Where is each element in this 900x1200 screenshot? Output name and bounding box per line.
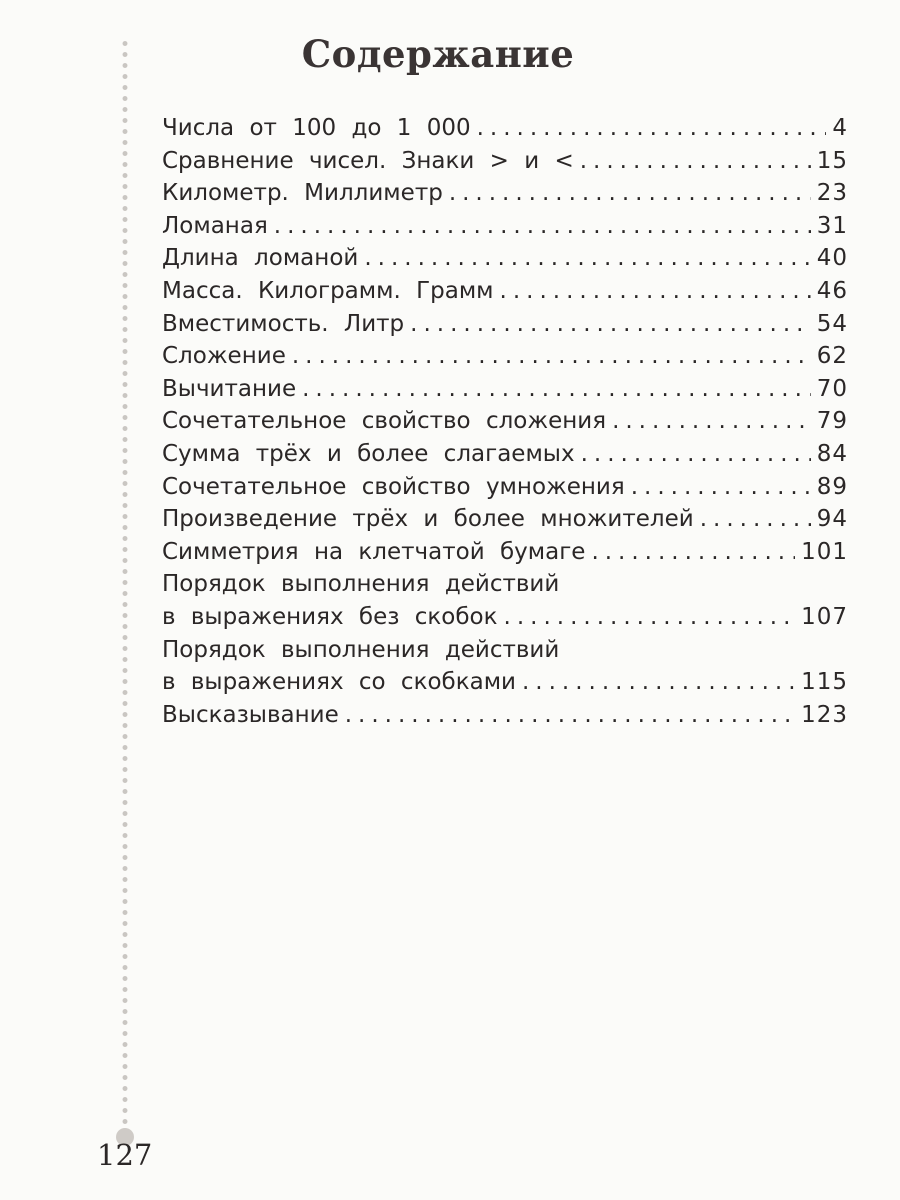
toc-entry-line (162, 699, 848, 732)
toc-entry-title: Порядок выполнения действий (162, 571, 560, 598)
toc-entry-line (162, 438, 848, 471)
page-title: Содержание (301, 32, 575, 76)
dot-leader (302, 373, 811, 406)
toc-entry-title: Вычитание (162, 375, 297, 402)
toc-entry-title: в выражениях без скобок (162, 603, 498, 630)
toc-entry-page: 70 (816, 375, 848, 402)
toc-entry-title: Высказывание (162, 701, 339, 728)
toc-entry-page: 23 (816, 180, 848, 207)
dot-leader (612, 405, 811, 438)
toc-entry-line (162, 308, 848, 341)
toc-entry-page: 15 (816, 147, 848, 174)
toc-entry-line (162, 666, 848, 699)
toc-entry-page: 123 (801, 701, 848, 728)
toc-entry-title: Сложение (162, 343, 286, 370)
dot-leader (591, 536, 795, 569)
toc-entry-page: 62 (816, 343, 848, 370)
dot-leader (477, 112, 827, 145)
toc-entry-title: Длина ломаной (162, 245, 359, 272)
toc-entry-title: Вместимость. Литр (162, 310, 405, 337)
toc-entry-line (162, 601, 848, 634)
toc-entry-line (162, 275, 848, 308)
toc-entry-line (162, 471, 848, 504)
toc-entry-line (162, 634, 848, 667)
toc-entry-page: 107 (801, 603, 848, 630)
toc-entry-line (162, 536, 848, 569)
dot-leader (345, 699, 795, 732)
toc-entry-title: Масса. Килограмм. Грамм (162, 277, 494, 304)
dot-leader (581, 438, 811, 471)
toc-entry-line (162, 145, 848, 178)
toc-entry-line (162, 405, 848, 438)
toc-entry-line (162, 340, 848, 373)
dot-leader (274, 210, 811, 243)
dot-leader (700, 503, 811, 536)
toc-entry-title: Числа от 100 до 1 000 (162, 115, 471, 141)
toc-entry-page: 101 (801, 538, 848, 565)
dot-leader (504, 601, 796, 634)
toc-entry-page: 4 (832, 115, 848, 141)
toc-entry-title: в выражениях со скобками (162, 669, 516, 696)
toc-entry-title: Сравнение чисел. Знаки > и < (162, 147, 574, 174)
toc-entry-line (162, 373, 848, 406)
toc-entry-page: 79 (816, 408, 848, 435)
dot-leader (292, 340, 811, 373)
toc-entry-title: Ломаная (162, 212, 268, 239)
toc-entry-line (162, 112, 848, 145)
toc-entry-title: Порядок выполнения действий (162, 636, 560, 663)
toc-entry-title: Сочетательное свойство умножения (162, 473, 625, 500)
toc-entry-line (162, 503, 848, 536)
dot-leader (410, 308, 811, 341)
toc-entry-page: 54 (816, 310, 848, 337)
page-number: 127 (97, 1138, 153, 1172)
toc-entry-line (162, 177, 848, 210)
toc-entry-page: 40 (816, 245, 848, 272)
dot-leader (580, 145, 811, 178)
dot-leader (500, 275, 811, 308)
table-of-contents (162, 112, 848, 731)
dot-leader (364, 242, 810, 275)
toc-entry-page: 94 (816, 506, 848, 533)
toc-entry-line (162, 568, 848, 601)
dot-leader (449, 177, 811, 210)
dot-leader (631, 471, 811, 504)
dot-leader (522, 666, 795, 699)
toc-entry-title: Произведение трёх и более множителей (162, 506, 694, 533)
toc-entry-title: Сумма трёх и более слагаемых (162, 440, 575, 467)
toc-entry-page: 84 (816, 440, 848, 467)
toc-entry-title: Симметрия на клетчатой бумаге (162, 538, 586, 565)
margin-perforation (121, 38, 129, 1138)
toc-entry-page: 31 (816, 212, 848, 239)
toc-entry-page: 115 (801, 669, 848, 696)
toc-entry-line (162, 210, 848, 243)
toc-entry-line (162, 242, 848, 275)
toc-entry-title: Сочетательное свойство сложения (162, 408, 607, 435)
toc-entry-title: Километр. Миллиметр (162, 180, 443, 207)
toc-entry-page: 46 (816, 277, 848, 304)
toc-entry-page: 89 (816, 473, 848, 500)
